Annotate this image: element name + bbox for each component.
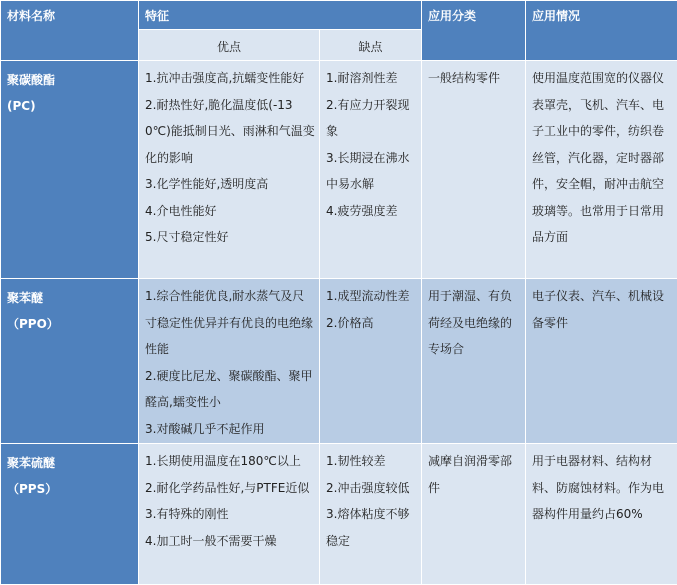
header-features: 特征 [139, 1, 422, 30]
header-row [1, 1, 677, 30]
disadvantages-cell [320, 444, 422, 585]
header-disadvantages: 缺点 [320, 30, 422, 61]
material-abbr: （PPS） [7, 476, 134, 502]
material-name-cell [1, 61, 139, 279]
advantage-item: 4.介电性能好 [145, 198, 315, 225]
advantages-cell [139, 444, 320, 585]
advantage-item: 2.硬度比尼龙、聚碳酸酯、聚甲醛高,蠕变性小 [145, 363, 315, 416]
header-material: 材料名称 [1, 1, 139, 61]
disadvantage-item: 2.冲击强度较低 [326, 475, 417, 502]
material-name: 聚碳酸酯 [7, 67, 134, 93]
disadvantage-item: 4.疲劳强度差 [326, 198, 417, 225]
category-cell: 一般结构零件 [422, 61, 526, 279]
material-abbr: (PC) [7, 93, 134, 119]
header-advantages: 优点 [139, 30, 320, 61]
advantage-item: 3.化学性能好,透明度高 [145, 171, 315, 198]
material-name-cell [1, 279, 139, 444]
material-name-cell [1, 444, 139, 585]
disadvantage-item: 1.耐溶剂性差 [326, 65, 417, 92]
disadvantage-item: 2.价格高 [326, 310, 417, 337]
table-row [1, 61, 677, 279]
material-name: 聚苯硫醚 [7, 450, 134, 476]
category-cell: 减摩自润滑零部件 [422, 444, 526, 585]
disadvantage-item: 3.长期浸在沸水中易水解 [326, 145, 417, 198]
advantage-item: 4.加工时一般不需要干燥 [145, 528, 315, 555]
disadvantages-cell [320, 61, 422, 279]
table-row [1, 279, 677, 444]
advantages-cell [139, 61, 320, 279]
material-name: 聚苯醚 [7, 285, 134, 311]
disadvantage-item: 3.熔体粘度不够稳定 [326, 501, 417, 554]
advantage-item: 2.耐化学药品性好,与PTFE近似 [145, 475, 315, 502]
advantage-item: 1.综合性能优良,耐水蒸气及尺寸稳定性优异并有优良的电绝缘性能 [145, 283, 315, 363]
table-row [1, 444, 677, 585]
advantage-item: 2.耐热性好,脆化温度低(-130℃)能抵制日光、雨淋和气温变化的影响 [145, 92, 315, 172]
application-cell: 电子仪表、汽车、机械设备零件 [526, 279, 677, 444]
header-category: 应用分类 [422, 1, 526, 61]
header-application: 应用情况 [526, 1, 677, 61]
advantage-item: 1.长期使用温度在180℃以上 [145, 448, 315, 475]
advantages-cell [139, 279, 320, 444]
advantage-item: 1.抗冲击强度高,抗蠕变性能好 [145, 65, 315, 92]
disadvantage-item: 1.成型流动性差 [326, 283, 417, 310]
application-cell: 用于电器材料、结构材料、防腐蚀材料。作为电器构件用量约占60% [526, 444, 677, 585]
disadvantage-item: 1.韧性较差 [326, 448, 417, 475]
advantage-item: 3.对酸碱几乎不起作用 [145, 416, 315, 443]
advantage-item: 3.有特殊的刚性 [145, 501, 315, 528]
disadvantage-item: 2.有应力开裂现象 [326, 92, 417, 145]
category-cell: 用于潮湿、有负荷经及电绝缘的专场合 [422, 279, 526, 444]
application-cell: 使用温度范围宽的仪器仪表罩壳，飞机、汽车、电子工业中的零件，纺织卷丝管，汽化器，定时器部件，安全帽，耐冲击航空玻璃等。也常用于日常用品方面 [526, 61, 677, 279]
material-abbr: （PPO） [7, 311, 134, 337]
advantage-item: 5.尺寸稳定性好 [145, 224, 315, 251]
disadvantages-cell [320, 279, 422, 444]
